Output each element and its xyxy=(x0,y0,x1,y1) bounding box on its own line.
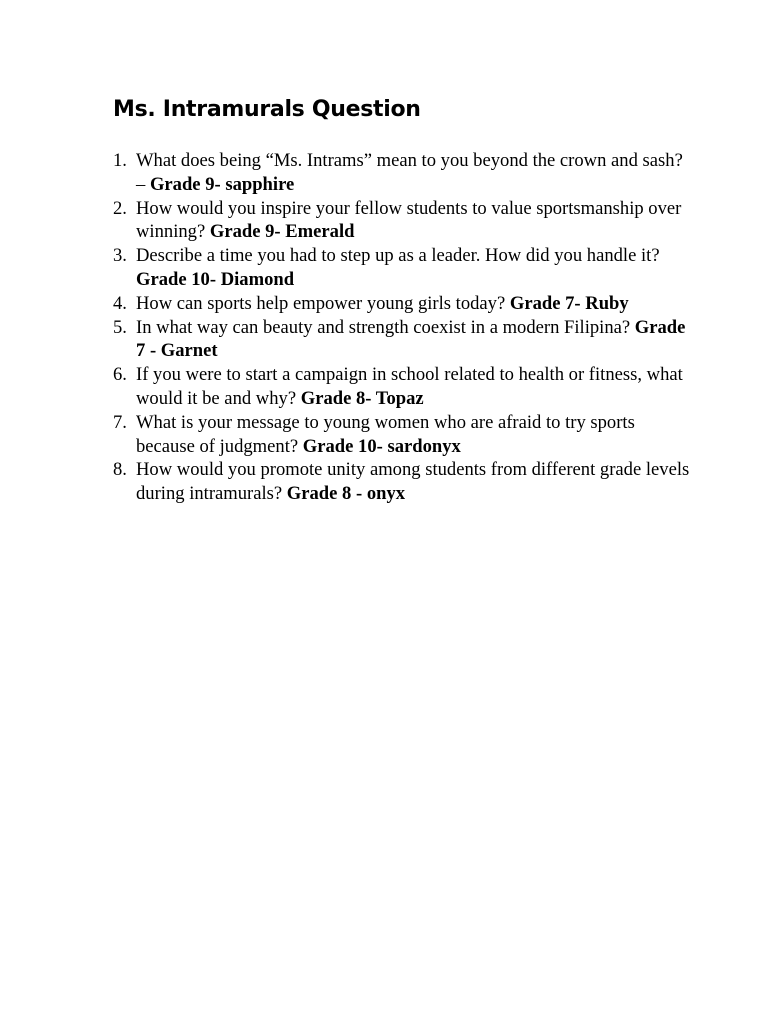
question-grade: Grade 7 - Garnet xyxy=(136,316,686,362)
question-number: 6. xyxy=(113,364,127,386)
question-number: 5. xyxy=(113,316,127,338)
question-number: 3. xyxy=(113,245,127,267)
question-item xyxy=(113,363,693,411)
question-grade: Grade 10- Diamond xyxy=(136,268,295,290)
question-item xyxy=(113,292,693,316)
question-text: Describe a time you had to step up as a leader. How did you handle it? xyxy=(136,245,660,267)
question-item xyxy=(113,244,693,292)
question-text: What is your message to young women who are afraid to try sports because of judgment? xyxy=(136,411,635,457)
question-grade: Grade 8 - onyx xyxy=(286,483,406,505)
question-grade: Grade 8- Topaz xyxy=(300,387,424,409)
question-grade: Grade 9- sapphire xyxy=(149,173,295,195)
question-text: If you were to start a campaign in school related to health or fitness, what would it be and why? xyxy=(136,364,683,409)
question-item xyxy=(113,149,693,197)
question-item xyxy=(113,458,693,506)
question-list xyxy=(113,149,693,506)
question-text: What does being “Ms. Intrams” mean to you beyond the crown and sash? – xyxy=(136,150,683,195)
question-number: 2. xyxy=(113,197,127,219)
question-number: 1. xyxy=(113,150,127,171)
question-text: How would you inspire your fellow students to value sportsmanship over winning? xyxy=(136,197,682,243)
question-item xyxy=(113,197,693,245)
question-text: How would you promote unity among students from different grade levels during intramurals? xyxy=(136,459,690,505)
question-text: How can sports help empower young girls today? xyxy=(136,292,510,314)
question-grade: Grade 7- Ruby xyxy=(509,292,629,314)
question-item xyxy=(113,411,693,459)
question-number: 7. xyxy=(113,411,127,433)
question-grade: Grade 9- Emerald xyxy=(209,221,355,243)
question-text: In what way can beauty and strength coexist in a modern Filipina? xyxy=(136,316,635,338)
document-title: Ms. Intramurals Question xyxy=(113,97,421,122)
question-number: 8. xyxy=(113,459,127,481)
question-grade: Grade 10- sardonyx xyxy=(302,435,461,457)
question-item xyxy=(113,316,693,364)
question-number: 4. xyxy=(113,292,127,314)
